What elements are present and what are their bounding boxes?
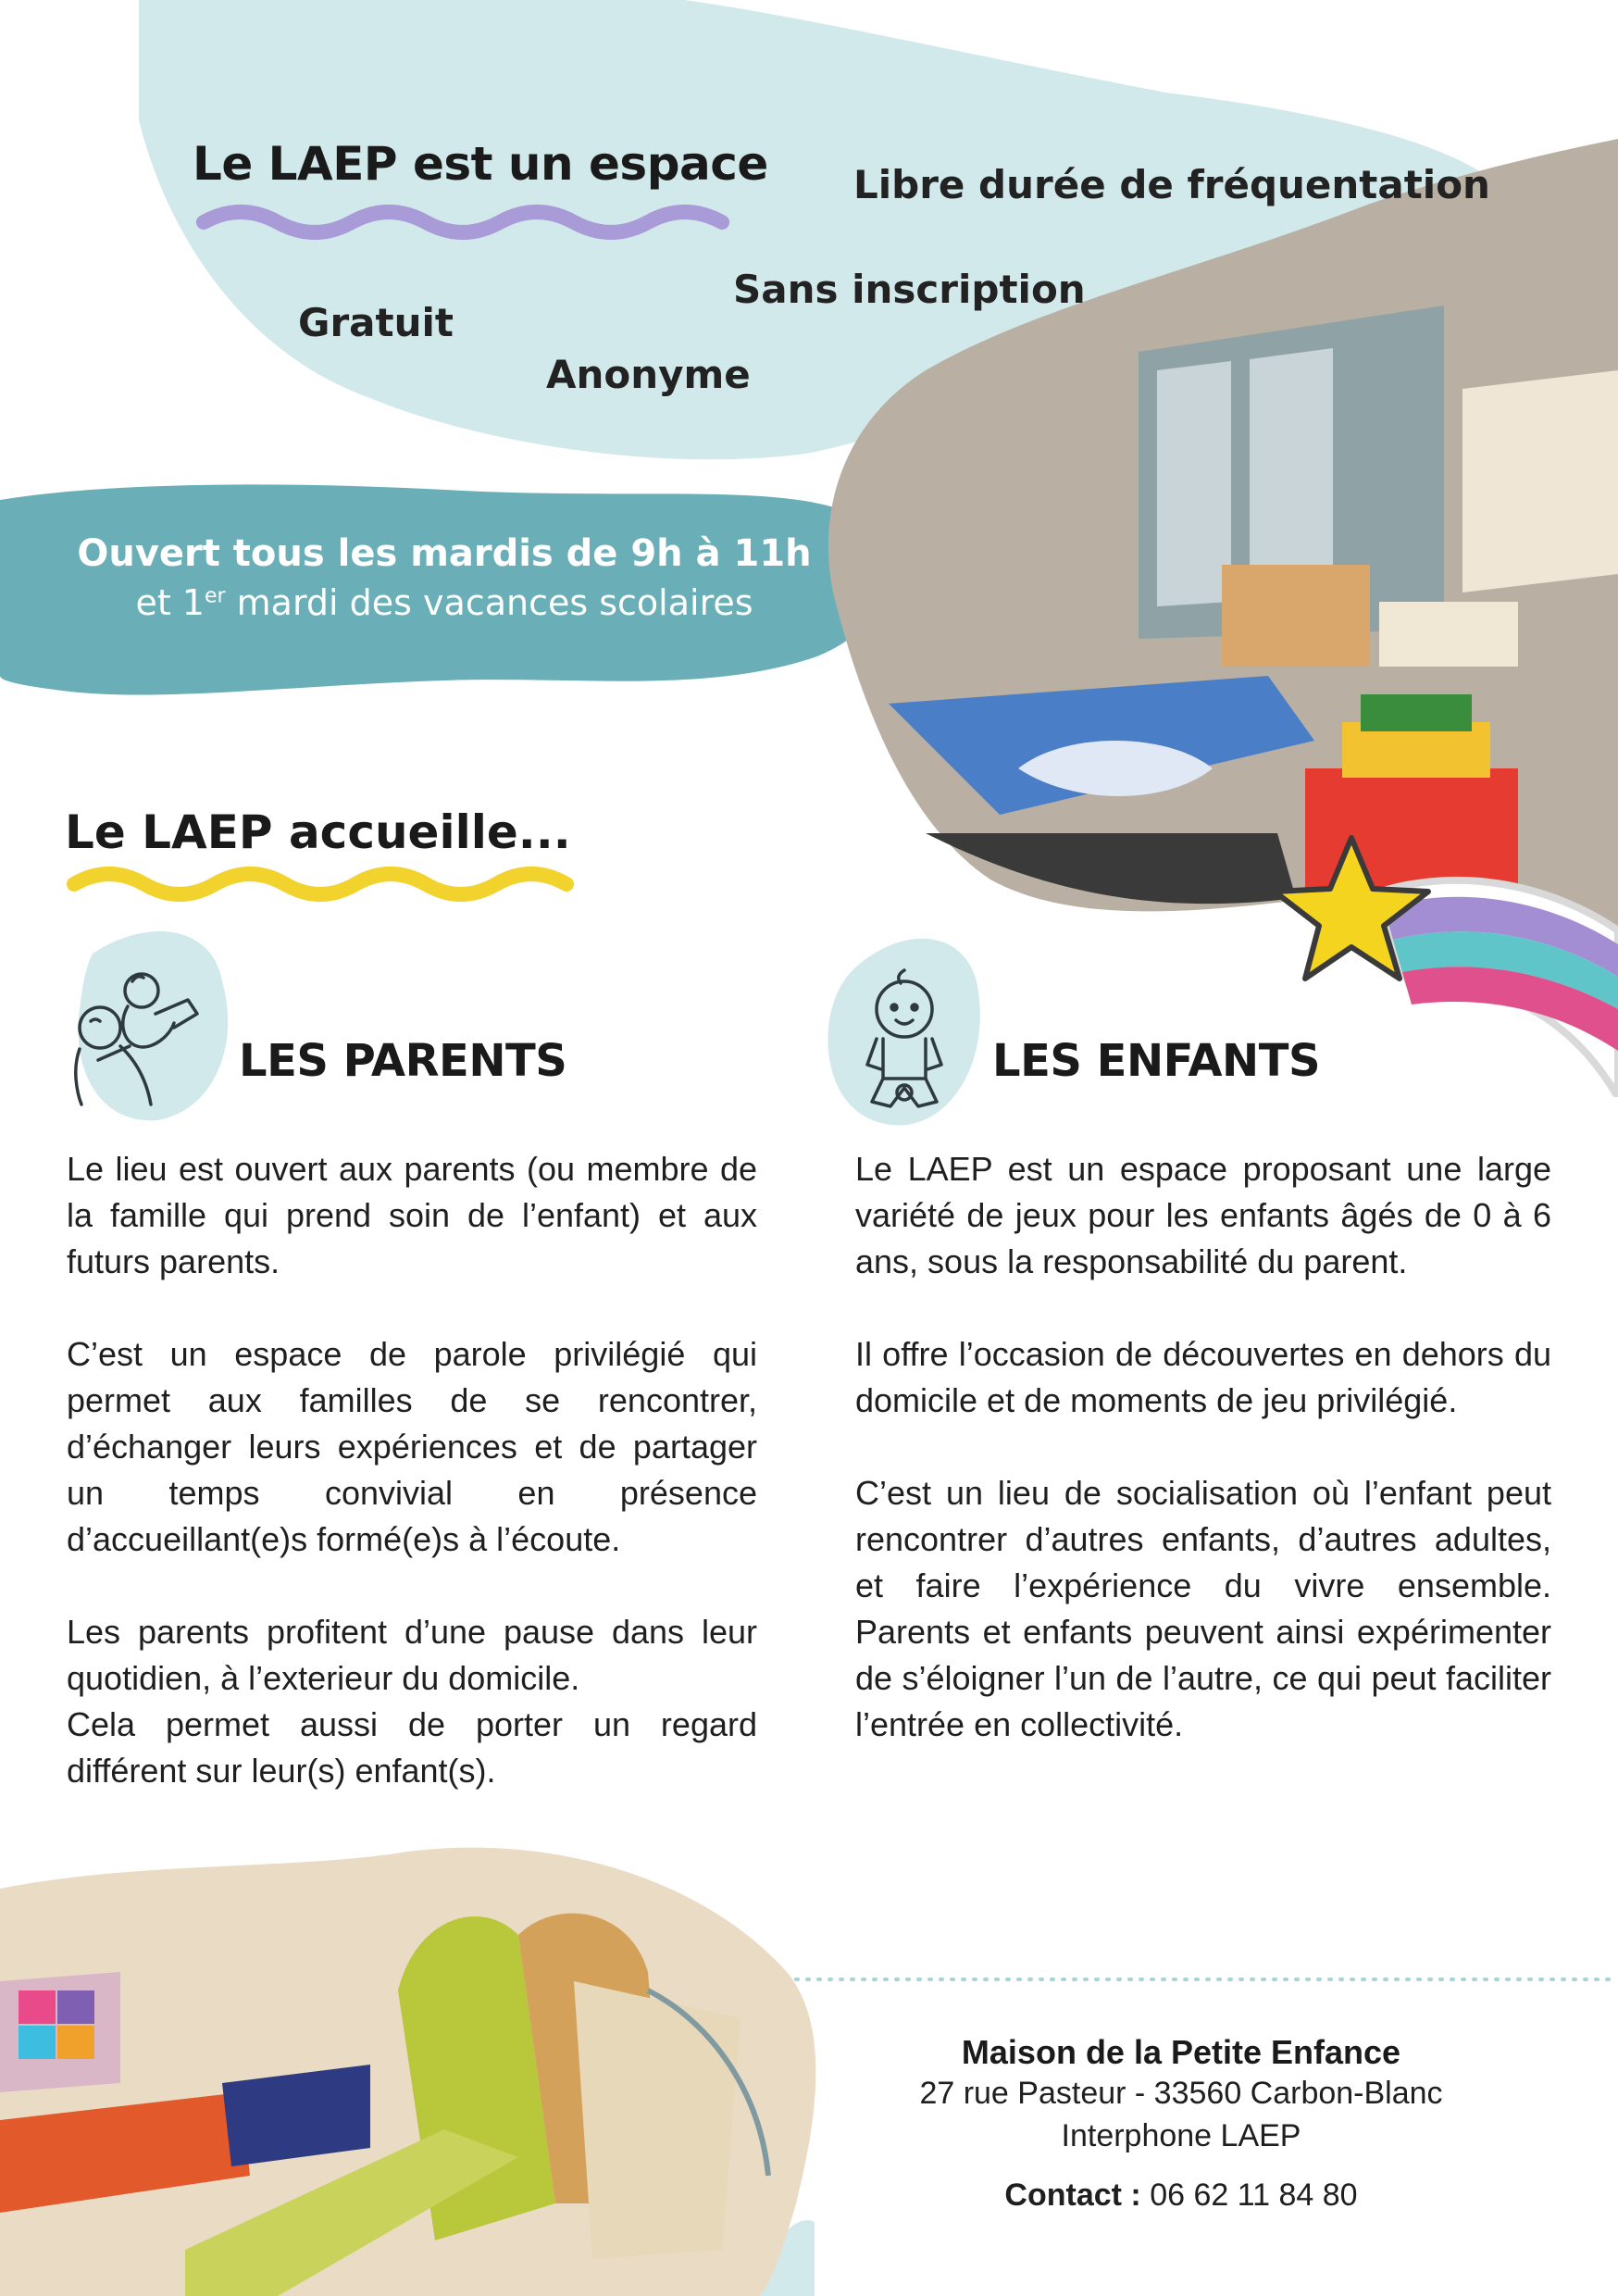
enfants-paragraph: C’est un lieu de socialisation où l’enfant peut rencontrer d’autres enfants, d’autres adultes, et faire l’expérience du vivre ensemble. Parents et enfants peuvent ainsi expérimenter de s’éloigner l’un de l’autre, ce qui peut faciliter l’entrée en collectivité. <box>855 1474 1551 1743</box>
feature-gratuit: Gratuit <box>298 300 454 345</box>
contact-label: Contact : <box>1004 2177 1141 2213</box>
hours-sub-sup: er <box>204 584 226 608</box>
hours-sub <box>74 582 815 623</box>
contact-address: 27 rue Pasteur - 33560 Carbon-Blanc <box>919 2076 1443 2111</box>
contact-phone-line <box>870 2177 1492 2214</box>
enfants-paragraph: Il offre l’occasion de découvertes en dehors du domicile et de moments de jeu privilégié. <box>855 1335 1551 1419</box>
feature-sans-inscription: Sans inscription <box>733 267 1086 312</box>
enfants-paragraph: Le LAEP est un espace proposant une large variété de jeux pour les enfants âgés de 0 à 6 ans, sous la responsabilité du parent. <box>855 1150 1551 1280</box>
hours-sub-suffix: mardi des vacances scolaires <box>225 582 753 623</box>
parents-paragraph: C’est un espace de parole privilégié qui permet aux familles de se rencontrer, d’échanger leurs expériences et de partager un temps convivial en présence d’accueillant(e)s formé(e)s à l’écoute. <box>67 1335 757 1558</box>
parents-paragraph: Cela permet aussi de porter un regard différent sur leur(s) enfant(s). <box>67 1705 757 1790</box>
accueil-title: Le LAEP accueille... <box>65 805 571 859</box>
enfants-column <box>855 1146 1551 1794</box>
feature-libre-duree: Libre durée de fréquentation <box>853 162 1490 207</box>
contact-interphone: Interphone LAEP <box>1061 2118 1301 2153</box>
parents-heading: LES PARENTS <box>239 1035 567 1087</box>
yellow-squiggle <box>74 874 566 894</box>
slide-photo <box>0 1848 815 2296</box>
contact-phone[interactable]: 06 62 11 84 80 <box>1150 2177 1358 2213</box>
parents-paragraph: Le lieu est ouvert aux parents (ou membre de la famille qui prend soin de l’enfant) et aux futurs parents. <box>67 1150 757 1280</box>
intro-title: Le LAEP est un espace <box>193 137 768 191</box>
enfants-heading: LES ENFANTS <box>992 1035 1321 1087</box>
hours-main: Ouvert tous les mardis de 9h à 11h <box>77 532 812 575</box>
contact-name: Maison de la Petite Enfance <box>961 2033 1401 2071</box>
feature-anonyme: Anonyme <box>546 352 751 397</box>
hours-sub-prefix: et 1 <box>135 582 205 623</box>
opening-hours <box>74 532 815 623</box>
parents-column <box>67 1146 757 1841</box>
parents-paragraph: Les parents profitent d’une pause dans leur quotidien, à l’exterieur du domicile. <box>67 1613 757 1697</box>
contact-block <box>870 2033 1492 2214</box>
baby-icon <box>844 963 965 1120</box>
parent-baby-icon <box>63 958 230 1106</box>
